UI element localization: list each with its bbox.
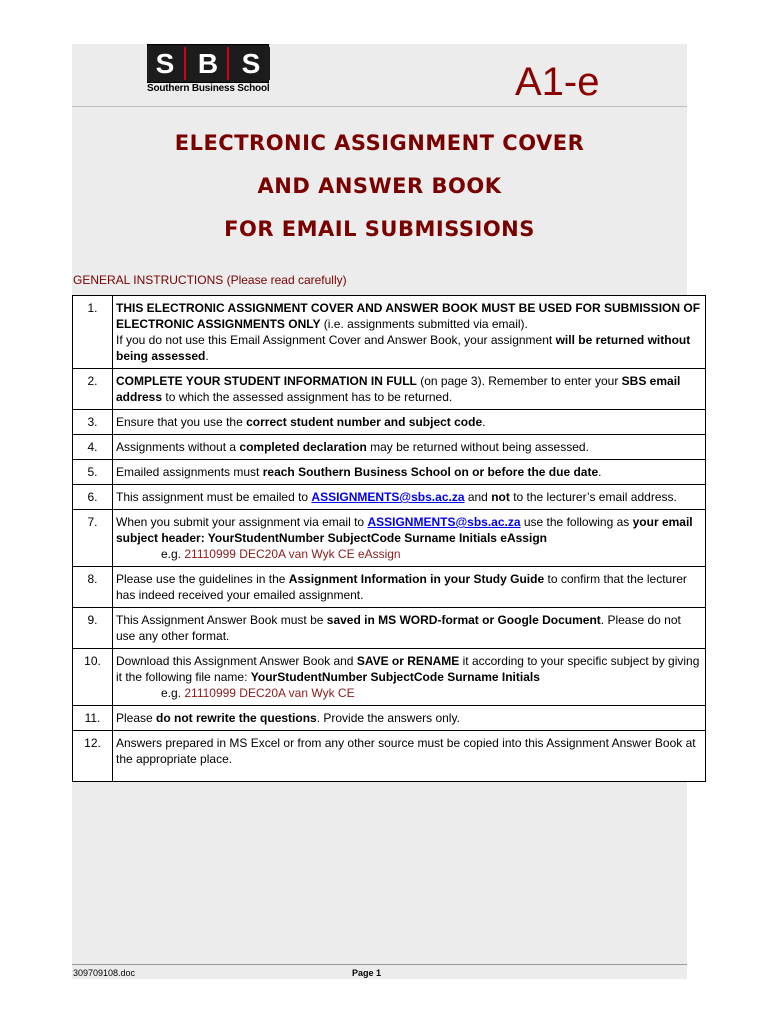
logo-letter: B: [190, 47, 229, 80]
table-row: [73, 510, 706, 567]
text: and: [464, 490, 492, 504]
text: Download this Assignment Answer Book and: [116, 654, 357, 668]
text: Please use the guidelines in the: [116, 572, 289, 586]
row-text: [113, 731, 706, 782]
text-bold: do not rewrite the questions: [156, 711, 317, 725]
text: . Provide the answers only.: [316, 711, 460, 725]
text-bold: correct student number and subject code: [246, 415, 483, 429]
text-bold: reach Southern Business School on or before the due date: [262, 465, 599, 479]
row-text: [113, 460, 706, 485]
text: (on page 3). Remember to enter your: [416, 374, 622, 388]
text-bold: saved in MS WORD-format or Google Document: [326, 613, 601, 627]
text-bold: SAVE or RENAME: [356, 654, 460, 668]
table-row: [73, 706, 706, 731]
example-label: e.g.: [161, 547, 185, 561]
table-row: [73, 435, 706, 460]
table-row: [73, 410, 706, 435]
text-bold: COMPLETE YOUR STUDENT INFORMATION IN FULL: [116, 374, 417, 388]
text-bold: not: [491, 490, 510, 504]
text-bold: THIS ELECTRONIC ASSIGNMENT COVER AND ANSWER BOOK MUST BE USED FOR SUBMISSION OF ELECTRONIC ASSIGNMENTS ONLY: [116, 301, 701, 331]
row-number: 1.: [73, 296, 113, 369]
text: use the following as: [520, 515, 633, 529]
logo-letter: S: [233, 47, 270, 80]
row-number: 4.: [73, 435, 113, 460]
row-number: 2.: [73, 369, 113, 410]
row-text: [113, 706, 706, 731]
text: This assignment must be emailed to: [116, 490, 312, 504]
table-row: [73, 649, 706, 706]
text: to which the assessed assignment has to be returned.: [162, 390, 453, 404]
row-text: [113, 369, 706, 410]
logo-subtitle: Southern Business School: [147, 83, 270, 94]
table-row: [73, 485, 706, 510]
row-number: 3.: [73, 410, 113, 435]
text: .: [205, 349, 209, 363]
row-text: [113, 510, 706, 567]
text: to confirm that the lecturer has indeed received your emailed assignment.: [116, 572, 687, 602]
row-text: [113, 410, 706, 435]
assignments-email-link[interactable]: ASSIGNMENTS@sbs.ac.za: [367, 515, 521, 529]
text: .: [482, 415, 486, 429]
sbs-logo: [147, 44, 341, 100]
example-value: 21110999 DEC20A van Wyk CE: [184, 686, 355, 700]
example-value: 21110999 DEC20A van Wyk CE eAssign: [184, 547, 401, 561]
footer-divider: [72, 964, 687, 965]
assignments-email-link[interactable]: ASSIGNMENTS@sbs.ac.za: [311, 490, 465, 504]
row-text: [113, 485, 706, 510]
row-number: 6.: [73, 485, 113, 510]
text-bold: completed declaration: [239, 440, 367, 454]
title-line-1: ELECTRONIC ASSIGNMENT COVER: [174, 131, 585, 155]
logo-box: [147, 44, 269, 83]
row-number: 11.: [73, 706, 113, 731]
row-number: 5.: [73, 460, 113, 485]
text-bold: will be returned without being assessed: [116, 333, 691, 363]
text: If you do not use this Email Assignment Cover and Answer Book, your assignment: [116, 333, 556, 347]
text-bold: Assignment Information in your Study Guide: [288, 572, 545, 586]
text: Assignments without a: [116, 440, 240, 454]
text-bold: YourStudentNumber SubjectCode Surname Initials: [250, 670, 540, 684]
text: This Assignment Answer Book must be: [116, 613, 327, 627]
example-label: e.g.: [161, 686, 185, 700]
table-row: [73, 731, 706, 782]
table-row: [73, 567, 706, 608]
text: it according to your specific subject by giving it the following file name:: [116, 654, 700, 684]
row-number: 7.: [73, 510, 113, 567]
table-row: [73, 608, 706, 649]
row-number: 9.: [73, 608, 113, 649]
text: Emailed assignments must: [116, 465, 263, 479]
table-row: [73, 296, 706, 369]
row-number: 8.: [73, 567, 113, 608]
document-code: A1-e: [515, 60, 600, 104]
row-text: [113, 296, 706, 369]
row-text: [113, 649, 706, 706]
table-row: [73, 460, 706, 485]
row-text: [113, 567, 706, 608]
text: may be returned without being assessed.: [366, 440, 589, 454]
row-text: [113, 608, 706, 649]
text: Please: [116, 711, 157, 725]
table-row: [73, 369, 706, 410]
header-divider: [72, 106, 687, 107]
footer-filename: 309709108.doc: [73, 968, 136, 978]
text: Ensure that you use the: [116, 415, 247, 429]
footer-page-number: Page 1: [352, 968, 382, 978]
text: (i.e. assignments submitted via email).: [320, 317, 528, 331]
text-bold: your email subject header: YourStudentNumber SubjectCode Surname Initials eAssign: [116, 515, 693, 545]
text: .: [598, 465, 602, 479]
instructions-table: [72, 295, 706, 782]
general-instructions-heading: GENERAL INSTRUCTIONS (Please read carefully): [73, 273, 347, 287]
title-line-3: FOR EMAIL SUBMISSIONS: [224, 217, 535, 241]
text: . Please do not use any other format.: [116, 613, 681, 643]
text-bold: SBS email address: [116, 374, 681, 404]
row-text: [113, 435, 706, 460]
row-number: 10.: [73, 649, 113, 706]
text: to the lecturer’s email address.: [509, 490, 677, 504]
title-line-2: AND ANSWER BOOK: [257, 174, 502, 198]
text: Answers prepared in MS Excel or from any other source must be copied into this Assignment Answer Book at the appropriate place.: [116, 736, 696, 766]
text: When you submit your assignment via email to: [116, 515, 368, 529]
logo-letter: S: [147, 47, 186, 80]
row-number: 12.: [73, 731, 113, 782]
